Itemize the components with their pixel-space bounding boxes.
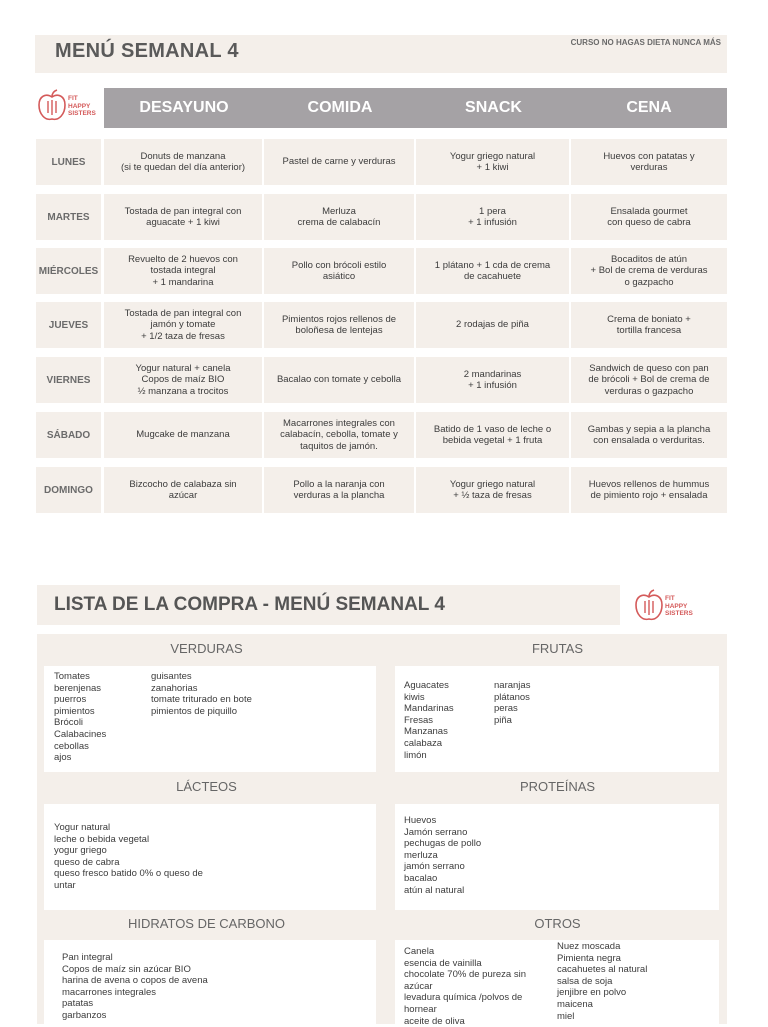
fit-happy-sisters-logo [37,88,107,128]
meal-cell: Tostada de pan integral con aguacate + 1 kiwi [104,194,262,240]
list-item: Pan integral [62,952,113,963]
list-item: Fresas [404,714,434,726]
list-item: queso fresco batido 0% o queso de [54,868,203,880]
list-item: bacalao [404,872,438,884]
list-item: cacahuetes al natural [557,964,648,976]
column-header-comida: COMIDA [264,88,416,128]
list-item: cebollas [54,740,89,752]
list-item: peras [494,703,518,715]
meal-cell: Huevos rellenos de hummus de pimiento rojo + ensalada [571,467,727,513]
meal-cell: Pollo con brócoli estilo asiático [264,248,414,294]
verduras-list-1 [54,671,106,764]
otros-list-1 [404,946,526,1027]
course-label: CURSO NO HAGAS DIETA NUNCA MÁS [570,38,721,47]
list-item: miel [557,1010,575,1022]
list-item: atún al natural [404,884,465,896]
verduras-list-2 [151,671,252,717]
fit-happy-sisters-logo-2 [634,588,704,628]
list-item: esencia de vainilla [404,957,482,969]
otros-box [395,940,719,1027]
list-item: Canela [404,946,435,957]
page-title: MENÚ SEMANAL 4 [55,40,239,62]
column-header-cena: CENA [571,88,727,128]
day-label: LUNES [36,139,101,185]
meal-cell: Ensalada gourmet con queso de cabra [571,194,727,240]
meal-cell: Batido de 1 vaso de leche o bebida vegetal + 1 fruta [416,412,569,458]
list-item: ajos [54,752,72,764]
list-item: Mandarinas [404,703,454,715]
day-label: MARTES [36,194,101,240]
list-item: berenjenas [54,682,102,694]
list-item: Aguacates [404,680,449,691]
list-item: zanahorias [151,682,198,694]
day-label: MIÉRCOLES [36,248,101,294]
list-item: queso de cabra [54,856,120,868]
category-title-lacteos: LÁCTEOS [176,779,237,794]
category-title-hidratos: HIDRATOS DE CARBONO [128,916,285,931]
list-item: piña [494,714,512,726]
meal-cell: Yogur natural + canela Copos de maíz BIO ½ manzana a trocitos [104,357,262,403]
list-item: tomate triturado en bote [151,694,252,706]
meal-cell: Pollo a la naranja con verduras a la plancha [264,467,414,513]
list-item: Pimienta negra [557,952,621,964]
list-item: jamón serrano [404,861,465,873]
meal-cell: Pimientos rojos rellenos de boloñesa de lentejas [264,302,414,348]
logo-text: FIT HAPPY SISTERS [68,95,96,117]
meal-cell: Revuelto de 2 huevos con tostada integral + 1 mandarina [104,248,262,294]
list-item: pimientos de piquillo [151,705,238,717]
list-item: Tomates [54,671,90,682]
meal-cell: Yogur griego natural + 1 kiwi [416,139,569,185]
meal-cell: Crema de boniato + tortilla francesa [571,302,727,348]
meal-cell: Sandwich de queso con pan de brócoli + Bol de crema de verduras o gazpacho [571,357,727,403]
list-item: hornear [404,1003,437,1015]
column-header-desayuno: DESAYUNO [104,88,264,128]
logo-text: FIT HAPPY SISTERS [665,595,693,617]
list-item: azúcar [404,980,433,992]
list-item: pimientos [54,705,95,717]
day-label: DOMINGO [36,467,101,513]
list-item: garbanzos [62,1009,107,1021]
menu-header [35,35,727,73]
list-item: Nuez moscada [557,941,621,952]
category-title-verduras: VERDURAS [170,641,243,656]
list-item: Yogur natural [54,822,111,833]
frutas-box [395,666,719,772]
shopping-list-header [37,585,620,625]
column-header-snack: SNACK [416,88,571,128]
meal-cell: Bizcocho de calabaza sin azúcar [104,467,262,513]
meal-cell: Merluza crema de calabacín [264,194,414,240]
list-item: levadura química /polvos de [404,992,523,1004]
list-item: patatas [62,998,94,1010]
list-item: untar [54,879,76,891]
list-item: macarrones integrales [62,986,156,998]
meal-cell: Donuts de manzana (si te quedan del día anterior) [104,139,262,185]
hidratos-box [44,940,376,1024]
list-item: aceite de oliva [404,1015,465,1027]
meal-cell: Macarrones integrales con calabacín, cebolla, tomate y taquitos de jamón. [264,412,414,458]
list-item: limón [404,749,427,761]
list-item: salsa de soja [557,975,613,987]
apple-icon [37,88,67,124]
list-item: kiwis [404,691,425,703]
otros-list-2 [557,941,647,1022]
lacteos-box [44,804,376,910]
meal-cell: Huevos con patatas y verduras [571,139,727,185]
day-label: JUEVES [36,302,101,348]
list-item: Calabacines [54,728,107,740]
list-item: merluza [404,849,438,861]
meal-cell: 2 mandarinas + 1 infusión [416,357,569,403]
day-label: SÁBADO [36,412,101,458]
category-title-otros: OTROS [534,916,581,931]
list-item: Brócoli [54,717,84,729]
list-item: chocolate 70% de pureza sin [404,969,526,981]
apple-icon [634,588,664,624]
day-label: VIERNES [36,357,101,403]
list-item: Manzanas [404,726,448,738]
meal-cell: Mugcake de manzana [104,412,262,458]
list-item: Huevos [404,815,437,826]
meal-cell: Pastel de carne y verduras [264,139,414,185]
meal-cell: Bacalao con tomate y cebolla [264,357,414,403]
list-item: Copos de maíz sin azúcar BIO [62,963,191,975]
meal-cell: 1 pera + 1 infusión [416,194,569,240]
meal-cell: Yogur griego natural + ½ taza de fresas [416,467,569,513]
list-item: pechugas de pollo [404,838,482,850]
meal-cell: 2 rodajas de piña [416,302,569,348]
shopping-list-panel [37,634,727,1027]
hidratos-list [62,952,208,1022]
verduras-box [44,666,376,772]
shopping-list-title: LISTA DE LA COMPRA - MENÚ SEMANAL 4 [54,594,445,615]
proteinas-box [395,804,719,910]
lacteos-list [54,822,203,892]
meal-cell: Gambas y sepia a la plancha con ensalada o verduritas. [571,412,727,458]
meal-cell: 1 plátano + 1 cda de crema de cacahuete [416,248,569,294]
proteinas-list [404,815,481,896]
list-item: puerros [54,694,87,706]
list-item: Jamón serrano [404,826,468,838]
frutas-list-1 [404,680,454,761]
meal-cell: Bocaditos de atún + Bol de crema de verduras o gazpacho [571,248,727,294]
list-item: maicena [557,998,593,1010]
frutas-list-2 [494,680,530,726]
list-item: plátanos [494,691,530,703]
meal-cell: Tostada de pan integral con jamón y tomate + 1/2 taza de fresas [104,302,262,348]
category-title-frutas: FRUTAS [531,641,584,656]
list-item: yogur griego [54,845,107,857]
list-item: naranjas [494,680,531,691]
category-title-proteinas: PROTEÍNAS [519,779,596,794]
list-item: leche o bebida vegetal [54,833,150,845]
list-item: harina de avena o copos de avena [62,975,208,987]
list-item: calabaza [404,737,443,749]
list-item: guisantes [151,671,192,682]
list-item: jenjibre en polvo [557,987,627,999]
